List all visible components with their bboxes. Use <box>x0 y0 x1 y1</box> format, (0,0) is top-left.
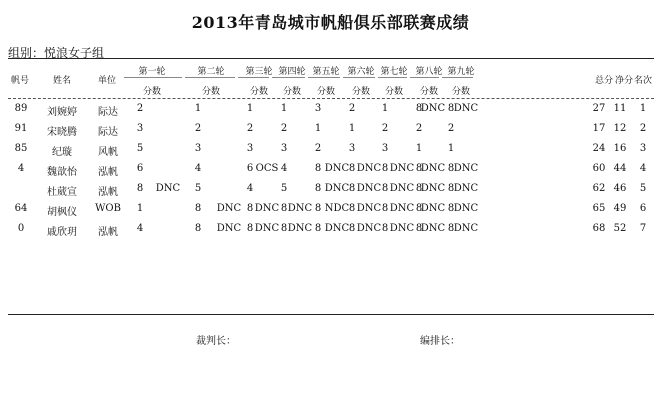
cell-round-score: 4 <box>246 183 254 194</box>
round-header-underline <box>124 77 182 78</box>
cell-round-score: 4 <box>280 163 288 174</box>
cell-round-score: 8 <box>381 183 389 194</box>
header-total: 总分 <box>594 76 614 86</box>
cell-round-score: 1 <box>348 123 356 134</box>
cell-round-score: 1 <box>246 103 254 114</box>
header-net: 净分 <box>614 76 634 86</box>
cell-unit: 泓帆 <box>98 227 118 238</box>
page-title: 2013年青岛城市帆船俱乐部联赛成绩 <box>191 13 470 32</box>
header-round-1: 第一轮 <box>138 67 166 77</box>
cell-round-score: 1 <box>447 143 455 154</box>
round-header-underline <box>238 77 269 78</box>
cell-round-score: 3 <box>381 143 389 154</box>
cell-round-score: 8 <box>381 223 389 234</box>
cell-round-score: 8 <box>280 223 288 234</box>
cell-round-status: DNC <box>356 163 382 174</box>
cell-round-score: 3 <box>348 143 356 154</box>
cell-name: 纪璇 <box>52 147 72 158</box>
cell-round-score: 8 <box>415 183 423 194</box>
cell-round-score: 3 <box>246 143 254 154</box>
cell-sail-no: 85 <box>14 143 28 154</box>
cell-round-score: 8 <box>194 223 202 234</box>
cell-round-score: 8 <box>415 223 423 234</box>
header-round-2-score: 分数 <box>201 87 221 97</box>
header-round-7: 第七轮 <box>380 67 408 77</box>
round-header-underline <box>308 77 340 78</box>
cell-round-score: 8 <box>415 203 423 214</box>
cell-round-score: 8 <box>280 203 288 214</box>
header-round-8: 第八轮 <box>415 67 443 77</box>
group-label: 组别：悦浪女子组 <box>8 46 105 60</box>
cell-unit: WOB <box>95 203 121 214</box>
header-round-6: 第六轮 <box>347 67 375 77</box>
round-header-underline <box>185 77 235 78</box>
header-round-4: 第四轮 <box>278 67 306 77</box>
cell-round-status: DNC <box>453 203 479 214</box>
cell-net: 44 <box>613 163 627 174</box>
cell-round-score: 3 <box>194 143 202 154</box>
header-name: 姓名 <box>52 76 72 86</box>
cell-round-score: 5 <box>136 143 144 154</box>
cell-round-status: DNC <box>453 103 479 114</box>
cell-rank: 1 <box>639 103 647 114</box>
cell-round-score: 4 <box>194 163 202 174</box>
cell-round-status: DNC <box>420 203 446 214</box>
cell-unit: 泓帆 <box>98 167 118 178</box>
cell-round-score: 8 <box>447 163 455 174</box>
cell-name: 魏歆怡 <box>47 167 77 178</box>
cell-rank: 2 <box>639 123 647 134</box>
cell-round-score: 8 <box>348 163 356 174</box>
cell-round-score: 1 <box>280 103 288 114</box>
cell-round-score: 3 <box>136 123 144 134</box>
header-round-4-score: 分数 <box>282 87 302 97</box>
header-rank: 名次 <box>633 76 653 86</box>
cell-round-status: DNC <box>420 183 446 194</box>
cell-total: 27 <box>592 103 606 114</box>
cell-rank: 5 <box>639 183 647 194</box>
cell-round-status: DNC <box>287 203 313 214</box>
cell-round-status: DNC <box>420 163 446 174</box>
cell-round-score: 8 <box>246 223 254 234</box>
cell-sail-no: 0 <box>17 223 25 234</box>
cell-round-score: 5 <box>280 183 288 194</box>
cell-round-status: DNC <box>155 183 181 194</box>
cell-name: 宋晓腾 <box>47 127 77 138</box>
cell-sail-no: 91 <box>14 123 28 134</box>
cell-net: 16 <box>613 143 627 154</box>
bottom-rule <box>8 314 654 315</box>
header-round-3: 第三轮 <box>245 67 273 77</box>
cell-round-score: 8 <box>381 163 389 174</box>
cell-rank: 3 <box>639 143 647 154</box>
round-header-underline <box>442 77 473 78</box>
cell-round-status: DNC <box>356 183 382 194</box>
cell-round-score: 1 <box>136 203 144 214</box>
cell-round-status: DNC <box>453 163 479 174</box>
cell-round-score: 2 <box>348 103 356 114</box>
cell-round-score: 1 <box>415 143 423 154</box>
cell-round-status: DNC <box>389 163 415 174</box>
cell-sail-no: 4 <box>17 163 25 174</box>
cell-name: 胡枫仪 <box>47 207 77 218</box>
cell-round-score: 8 <box>246 203 254 214</box>
cell-total: 65 <box>592 203 606 214</box>
cell-round-status: DNC <box>389 203 415 214</box>
header-round-1-score: 分数 <box>142 87 162 97</box>
round-header-underline <box>343 77 375 78</box>
cell-round-status: DNC <box>389 183 415 194</box>
header-sail-no: 帆号 <box>10 76 30 86</box>
cell-round-status: DNC <box>420 103 446 114</box>
round-header-underline <box>272 77 305 78</box>
cell-name: 刘婉婷 <box>47 107 77 118</box>
cell-name: 杜葳宣 <box>47 187 77 198</box>
cell-total: 60 <box>592 163 606 174</box>
cell-round-status: DNC <box>389 223 415 234</box>
cell-round-score: 2 <box>136 103 144 114</box>
cell-round-status: DNC <box>287 223 313 234</box>
cell-round-score: 6 <box>136 163 144 174</box>
cell-round-score: 2 <box>246 123 254 134</box>
header-round-6-score: 分数 <box>351 87 371 97</box>
cell-round-status: DNC <box>324 183 350 194</box>
cell-round-score: 8 <box>348 183 356 194</box>
cell-round-score: 8 <box>348 223 356 234</box>
cell-round-score: 8 <box>314 223 322 234</box>
cell-round-score: 8 <box>314 163 322 174</box>
cell-round-score: 8 <box>381 203 389 214</box>
cell-sail-no: 89 <box>14 103 28 114</box>
header-round-9-score: 分数 <box>451 87 471 97</box>
header-round-2: 第二轮 <box>197 67 225 77</box>
cell-round-score: 2 <box>381 123 389 134</box>
top-rule <box>8 58 654 59</box>
cell-sail-no: 64 <box>14 203 28 214</box>
cell-round-score: 5 <box>194 183 202 194</box>
cell-rank: 4 <box>639 163 647 174</box>
cell-round-score: 2 <box>314 143 322 154</box>
cell-net: 49 <box>613 203 627 214</box>
arranger-label: 编排长： <box>420 336 460 347</box>
cell-total: 24 <box>592 143 606 154</box>
cell-unit: 际达 <box>98 127 118 138</box>
cell-round-status: DNC <box>356 223 382 234</box>
referee-label: 裁判长： <box>196 336 236 347</box>
cell-round-status: DNC <box>453 183 479 194</box>
cell-total: 62 <box>592 183 606 194</box>
cell-round-score: 8 <box>314 203 322 214</box>
header-round-3-score: 分数 <box>249 87 269 97</box>
cell-round-status: DNC <box>324 163 350 174</box>
cell-rank: 7 <box>639 223 647 234</box>
cell-round-score: 8 <box>348 203 356 214</box>
header-round-7-score: 分数 <box>384 87 404 97</box>
cell-round-score: 2 <box>447 123 455 134</box>
cell-round-score: 8 <box>447 203 455 214</box>
cell-round-score: 1 <box>314 123 322 134</box>
cell-unit: 泓帆 <box>98 187 118 198</box>
cell-round-score: 1 <box>381 103 389 114</box>
cell-total: 68 <box>592 223 606 234</box>
cell-round-score: 8 <box>415 103 423 114</box>
header-round-8-score: 分数 <box>419 87 439 97</box>
header-round-5-score: 分数 <box>316 87 336 97</box>
cell-round-score: 8 <box>415 163 423 174</box>
cell-unit: 际达 <box>98 107 118 118</box>
cell-round-status: DNC <box>356 203 382 214</box>
cell-round-score: 2 <box>194 123 202 134</box>
cell-round-score: 8 <box>136 183 144 194</box>
cell-round-score: 8 <box>447 103 455 114</box>
cell-round-score: 8 <box>194 203 202 214</box>
cell-round-status: DNC <box>254 203 280 214</box>
round-header-underline <box>410 77 439 78</box>
cell-net: 11 <box>613 103 627 114</box>
cell-round-score: 1 <box>194 103 202 114</box>
cell-round-status: DNC <box>324 223 350 234</box>
cell-round-score: 8 <box>447 183 455 194</box>
cell-round-score: 2 <box>280 123 288 134</box>
header-dashed-rule <box>8 98 654 99</box>
cell-net: 52 <box>613 223 627 234</box>
cell-round-score: 8 <box>447 223 455 234</box>
cell-round-score: 2 <box>415 123 423 134</box>
cell-name: 戚欣玥 <box>47 227 77 238</box>
cell-round-status: NDC <box>324 203 350 214</box>
cell-rank: 6 <box>639 203 647 214</box>
header-round-9: 第九轮 <box>447 67 475 77</box>
cell-round-status: DNC <box>254 223 280 234</box>
round-header-underline <box>378 77 407 78</box>
cell-round-score: 4 <box>136 223 144 234</box>
cell-round-status: DNC <box>216 223 242 234</box>
cell-net: 12 <box>613 123 627 134</box>
cell-round-score: 6 <box>246 163 254 174</box>
cell-round-status: DNC <box>453 223 479 234</box>
cell-net: 46 <box>613 183 627 194</box>
cell-total: 17 <box>592 123 606 134</box>
cell-round-status: DNC <box>420 223 446 234</box>
cell-round-score: 3 <box>280 143 288 154</box>
cell-unit: 风帆 <box>98 147 118 158</box>
cell-round-score: 8 <box>314 183 322 194</box>
cell-round-score: 3 <box>314 103 322 114</box>
header-unit: 单位 <box>97 76 117 86</box>
cell-round-status: DNC <box>216 203 242 214</box>
cell-round-status: OCS <box>255 163 279 174</box>
header-round-5: 第五轮 <box>312 67 340 77</box>
